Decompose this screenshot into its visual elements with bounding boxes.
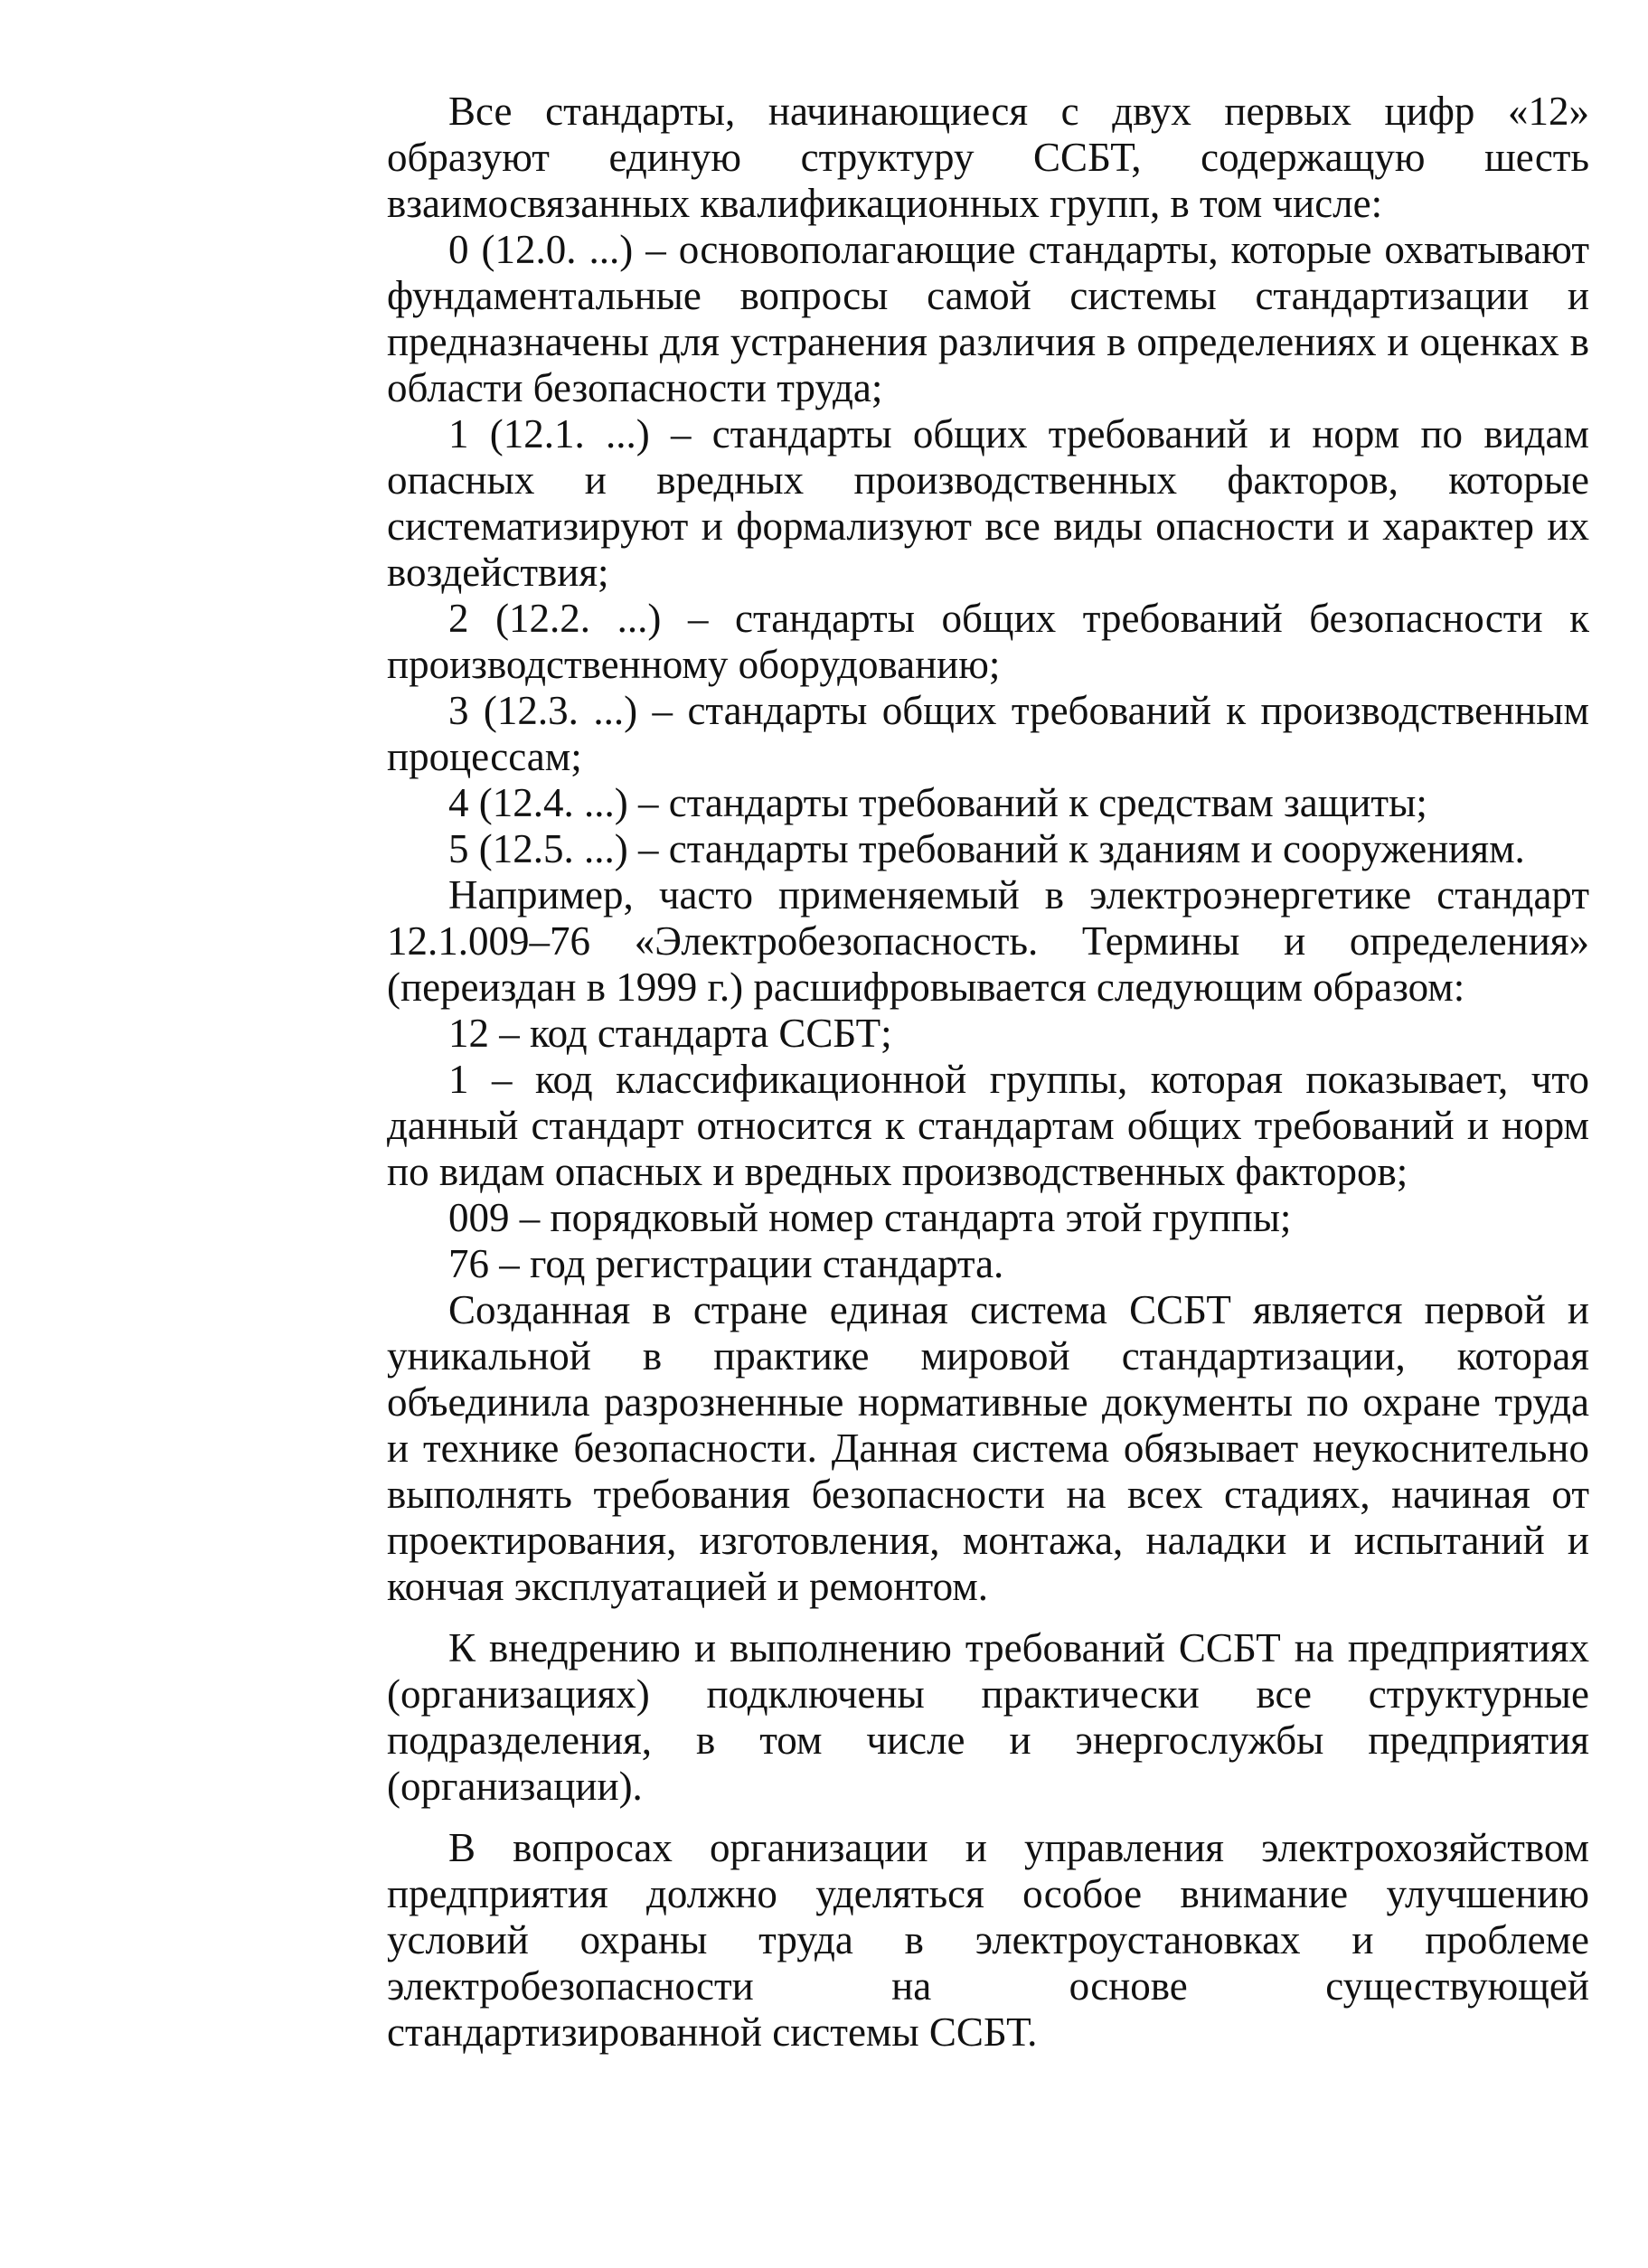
- paragraph-implementation: К внедрению и выполнению требований ССБТ на предприятиях (организациях) подключены практически все структурные подразделения, в том числе и энергослужбы предприятия (организации).: [387, 1625, 1589, 1809]
- paragraph-system-unique: Созданная в стране единая система ССБТ является первой и уникальной в практике мировой стандартизации, которая объединила разрозненные нормативные документы по охране труда и технике безопасности. Данная система обязывает неукоснительно выполнять требования безопасности на всех стадиях, начиная от проектирования, изготовления, монтажа, наладки и испытаний и кончая эксплуатацией и ремонтом.: [387, 1287, 1589, 1609]
- list-item-group-1: 1 (12.1. ...) – стандарты общих требований и норм по видам опасных и вредных производственных факторов, которые систематизируют и формализуют все виды опасности и характер их воздействия;: [387, 411, 1589, 595]
- list-item-group-5: 5 (12.5. ...) – стандарты требований к зданиям и сооружениям.: [448, 826, 1525, 871]
- list-item-group-2: 2 (12.2. ...) – стандарты общих требований безопасности к производственному оборудованию;: [387, 596, 1589, 687]
- list-item-group-4: 4 (12.4. ...) – стандарты требований к средствам защиты;: [448, 780, 1427, 825]
- paragraph-intro: Все стандарты, начинающиеся с двух первых цифр «12» образуют единую структуру ССБТ, содержащую шесть взаимосвязанных квалификационных групп, в том числе:: [387, 89, 1589, 226]
- document-page: [387, 89, 1589, 2056]
- paragraph-example: Например, часто применяемый в электроэнергетике стандарт 12.1.009–76 «Электробезопасность. Термины и определения» (переиздан в 1999 г.) расшифровывается следующим образом:: [387, 872, 1589, 1010]
- decode-item-number: 009 – порядковый номер стандарта этой группы;: [448, 1195, 1292, 1240]
- decode-item-group: 1 – код классификационной группы, которая показывает, что данный стандарт относится к стандартам общих требований и норм по видам опасных и вредных производственных факторов;: [387, 1057, 1589, 1194]
- paragraph-management: В вопросах организации и управления электрохозяйством предприятия должно уделяться особое внимание улучшению условий охраны труда в электроустановках и проблеме электробезопасности на основе существующей стандартизированной системы ССБТ.: [387, 1825, 1589, 2055]
- decode-item-code: 12 – код стандарта ССБТ;: [448, 1011, 892, 1056]
- list-item-group-0: 0 (12.0. ...) – основополагающие стандарты, которые охватывают фундаментальные вопросы самой системы стандартизации и предназначены для устранения различия в определениях и оценках в области безопасности труда;: [387, 227, 1589, 410]
- list-item-group-3: 3 (12.3. ...) – стандарты общих требований к производственным процессам;: [387, 688, 1589, 779]
- decode-item-year: 76 – год регистрации стандарта.: [448, 1241, 1004, 1286]
